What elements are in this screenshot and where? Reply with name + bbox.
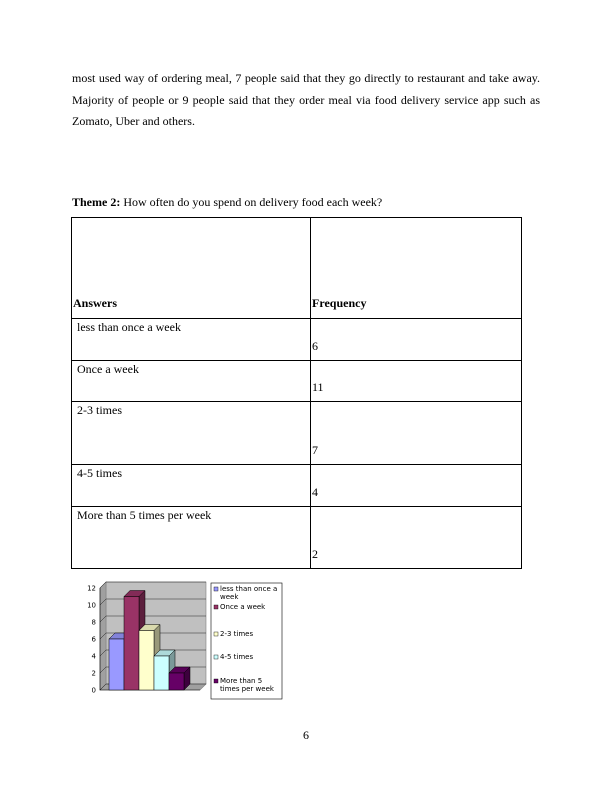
legend-label: less than once a [220,585,278,593]
page-number: 6 [303,728,309,742]
y-tick-label: 4 [91,652,96,661]
table-header-row [72,218,522,319]
y-tick-label: 12 [87,584,96,593]
header-frequency-cell [311,218,522,319]
y-tick-label: 8 [91,618,96,627]
legend-label: More than 5 [220,677,263,685]
answer-cell: 4-5 times [77,466,122,480]
legend-label: week [220,593,239,601]
bar [109,639,124,690]
legend-label: 4-5 times [220,653,254,661]
legend-label: Once a week [220,603,266,611]
bar [154,656,169,690]
table-row [72,361,522,402]
y-tick-label: 2 [91,669,96,678]
answer-cell: Once a week [77,362,139,376]
frequency-cell: 11 [312,380,324,394]
frequency-cell: 6 [312,339,318,353]
answer-cell: 2-3 times [77,403,122,417]
frequency-bar-chart [80,580,285,702]
bar [124,597,139,691]
y-tick-label: 10 [87,601,96,610]
y-tick-label: 6 [91,635,96,644]
bar [169,673,184,690]
theme-label: Theme 2: [72,195,121,209]
legend-label: 2-3 times [220,630,254,638]
answer-cell: less than once a week [77,320,181,334]
legend-swatch [214,587,218,591]
legend-swatch [214,655,218,659]
y-tick-label: 0 [91,686,96,695]
table-row [72,402,522,465]
legend-label: times per week [220,685,274,693]
body-paragraph: most used way of ordering meal, 7 people said that they go directly to restaurant and take away. Majority of people or 9 people said that they order meal via food delivery service app such as Zomato, Uber and others. [72,71,540,128]
answer-cell: More than 5 times per week [77,508,212,522]
bar [139,631,154,691]
frequency-cell: 2 [312,547,318,561]
legend-swatch [214,679,218,683]
table-row [72,465,522,507]
header-answers: Answers [73,296,117,310]
table-row [72,507,522,569]
frequency-table [71,217,522,569]
legend-swatch [214,605,218,609]
frequency-cell: 7 [312,443,318,457]
header-frequency: Frequency [312,296,367,310]
legend-swatch [214,632,218,636]
theme-question: How often do you spend on delivery food each week? [123,195,383,209]
theme-heading [72,195,382,210]
frequency-cell: 4 [312,485,318,499]
table-row [72,319,522,361]
header-answers-cell [72,218,311,319]
